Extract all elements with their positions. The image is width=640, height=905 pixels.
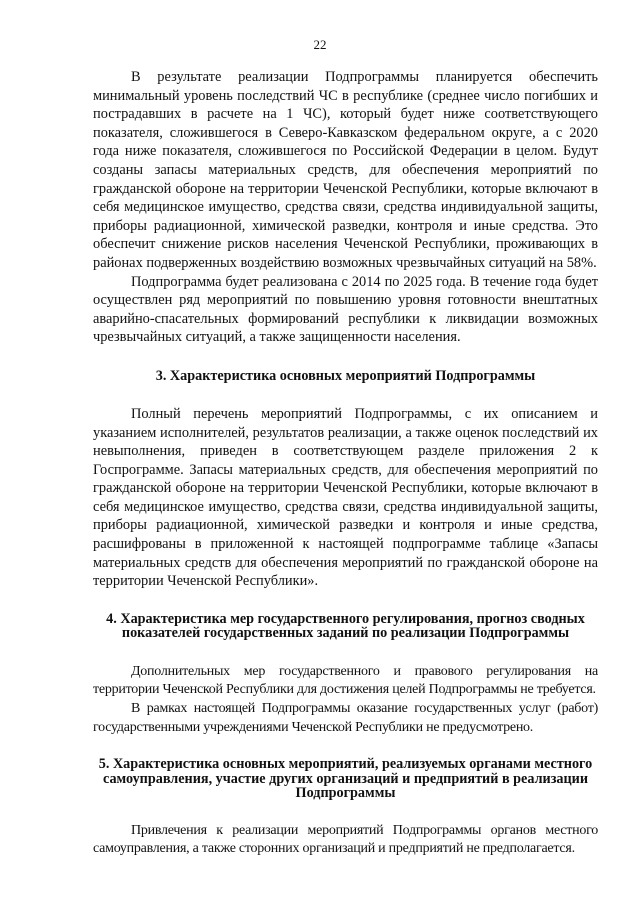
section-3-heading: 3. Характеристика основных мероприятий Подпрограммы [155,367,536,384]
page-content [93,68,598,859]
page-number: 22 [313,37,327,52]
section-4-paragraph-regulation: Дополнительных мер государственного и правового регулирования на территории Чеченской Республики для достижения целей Подпрограммы не требуется. [93,663,598,698]
section-5-heading: 5. Характеристика основных мероприятий, реализуемых органами местного самоуправления, участие других организаций и предприятий в реализации Подпрограммы [98,756,593,802]
intro-paragraph-results: В результате реализации Подпрограммы планируется обеспечить минимальный уровень последствий ЧС в республике (среднее число погибших и пострадавших в расчете на 1 ЧС), который будет ниже соответствующего показателя, сложившегося в Северо-Кавказском федеральном округе, а с 2020 года ниже показателя, сложившегося по Российской Федерации в целом. Будут созданы запасы материальных средств, для обеспечения мероприятий по гражданской обороне на территории Чеченской Республики, которые включают в себя медицинское имущество, средства связи, средства индивидуальной защиты, приборы радиационной, химической разведки, контроля и иные средства. Это обеспечит снижение рисков населения Чеченской Республики, проживающих в районах подверженных воздействию возможных чрезвычайных ситуаций на 58%. [93,69,598,271]
section-4-heading: 4. Характеристика мер государственного регулирования, прогноз сводных показателей государственных заданий по реализации Подпрограммы [106,610,585,642]
section-5-paragraph: Привлечения к реализации мероприятий Подпрограммы органов местного самоуправления, а также сторонних организаций и предприятий не предполагается. [93,822,598,857]
intro-paragraph-timeline: Подпрограмма будет реализована с 2014 по 2025 года. В течение года будет осуществлен ряд мероприятий по повышению уровня готовности внештатных аварийно-спасательных формирований республики к ликвидации возможных чрезвычайных ситуаций, а также защищенности населения. [93,273,598,346]
section-3-paragraph: Полный перечень мероприятий Подпрограммы, с их описанием и указанием исполнителей, результатов реализации, а также оценок последствий их невыполнения, приведен в соответствующем разделе приложения 2 к Госпрограмме. Запасы материальных средств, для обеспечения мероприятий по гражданской обороне на территории Чеченской Республики, которые включают в себя медицинское имущество, средства связи, средства индивидуальной защиты, приборы радиационной, химической разведки и контроля и иные средства, расшифрованы в приложенной к настоящей подпрограмме таблице «Запасы материальных средств для обеспечения мероприятий по гражданской обороне на территории Чеченской Республики». [93,405,598,590]
section-4-paragraph-services: В рамках настоящей Подпрограммы оказание государственных услуг (работ) государственными учреждениями Чеченской Республики не предусмотрено. [93,701,598,735]
